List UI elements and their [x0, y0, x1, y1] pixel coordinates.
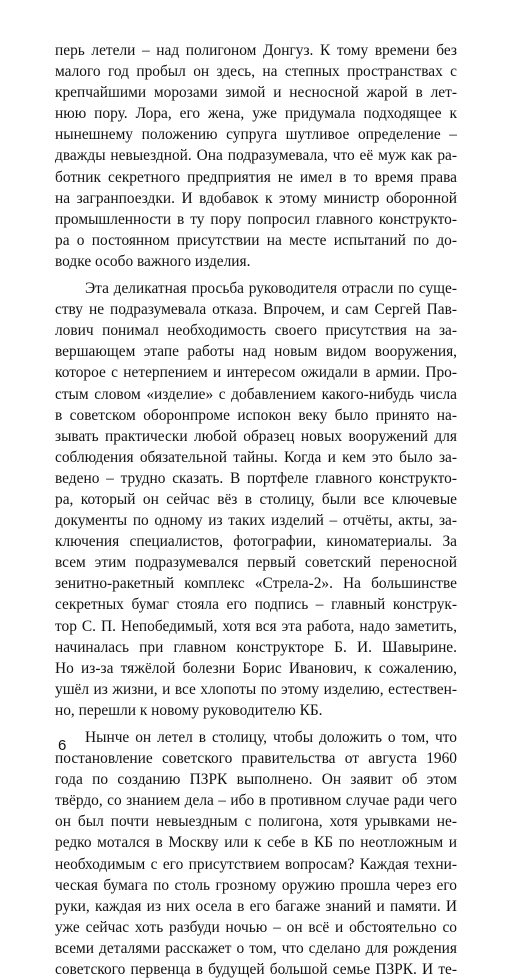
text-line: нынешнему положению супруга шутливое определение – — [55, 126, 457, 144]
text-line: ра о постоянном присутствии на месте испытаний по до- — [55, 231, 457, 249]
text-line: ческая бумага по столь грозному оружию прошла через его — [55, 876, 457, 894]
text-line: но, перешли к новому руководителю КБ. — [55, 701, 323, 719]
text-line: твёрдо, со знанием дела – ибо в противном случае ради чего — [55, 792, 457, 810]
text-line: в советском оборонпроме испокон веку было принято на- — [55, 406, 457, 424]
text-line: водке особо важного изделия. — [55, 252, 251, 270]
page-number: 6 — [58, 737, 67, 754]
text-line: секретных бумаг стояла его подпись – главный конструк- — [55, 596, 457, 614]
text-line: Нынче он летел в столицу, чтобы доложить о том, что — [85, 729, 457, 746]
text-line: ведено – трудно сказать. В портфеле главного конструкто- — [55, 469, 457, 487]
text-line: начиналась при главном конструкторе Б. И. Шавырине. — [55, 638, 457, 656]
text-line: советского первенца в будущей большой семье ПЗРК. И те- — [55, 961, 457, 979]
page-body — [55, 40, 457, 980]
text-line: редко мотался в Москву или к себе в КБ по неотложным и — [55, 834, 457, 852]
text-line: документы по одному из таких изделий – отчёты, акты, за- — [55, 512, 457, 530]
text-line: нюю пору. Лора, его жена, уже придумала подходящее к — [55, 105, 457, 123]
text-line: года по созданию ПЗРК выполнено. Он заявит об этом — [55, 771, 457, 789]
text-line: стым словом «изделие» с добавлением какого-нибудь числа — [55, 385, 457, 403]
paragraph-3 — [55, 727, 457, 980]
text-line: всеми деталями расскажет о том, что сделано для рождения — [55, 939, 457, 957]
text-line: руки, каждая из них осела в его багаже знаний и памяти. И — [55, 897, 457, 915]
text-line: перь летели – над полигоном Донгуз. К тому времени без — [55, 42, 457, 59]
text-line: постановление советского правительства от августа 1960 — [55, 750, 457, 768]
text-line: он был почти невыездным с полигона, хотя урывками не- — [55, 813, 457, 831]
text-line: зывать практически любой образец новых вооружений для — [55, 427, 457, 445]
text-line: ушёл из жизни, и все хлопоты по этому изделию, естествен- — [55, 680, 457, 698]
text-line: ключения специалистов, фотографии, киноматериалы. За — [55, 533, 457, 551]
text-line: зенитно-ракетный комплекс «Стрела-2». На большинстве — [55, 575, 457, 593]
text-line: всем этим подразумевался первый советский переносной — [55, 554, 457, 572]
text-line: ству не подразумевала отказа. Впрочем, и сам Сергей Пав- — [55, 301, 457, 319]
text-line: Эта деликатная просьба руководителя отрасли по суще- — [85, 280, 457, 298]
text-line: лович понимал необходимость своего присутствия на за- — [55, 322, 457, 340]
text-line: крепчайшими морозами зимой и несносной жарой в лет- — [55, 84, 457, 102]
paragraph-2 — [55, 278, 457, 721]
text-line: дважды невыездной. Она подразумевала, что её муж как ра- — [55, 147, 457, 165]
text-line: которое с нетерпением и интересом ожидали в армии. Про- — [55, 364, 457, 382]
text-line: уже сейчас хоть разбуди ночью – он всё и обстоятельно со — [55, 918, 457, 936]
text-line: на загранпоездки. И вдобавок к этому министр оборонной — [55, 189, 457, 207]
text-line: Но из-за тяжёлой болезни Борис Иванович, к сожалению, — [55, 659, 457, 677]
text-line: тор С. П. Непобедимый, хотя вся эта работа, надо заметить, — [55, 617, 457, 635]
text-line: соблюдения обязательной тайны. Когда и кем это было за- — [55, 448, 457, 466]
text-line: необходимым с его присутствием вопросам? Каждая техни- — [55, 855, 457, 873]
text-line: ботник секретного предприятия не имел в то время права — [55, 168, 457, 186]
text-line: вершающем этапе работы над новым видом вооружения, — [55, 343, 457, 361]
text-line: малого год пробыл он здесь, на степных пространствах с — [55, 63, 457, 81]
text-line: промышленности в ту пору попросил главного конструкто- — [55, 210, 457, 228]
paragraph-1 — [55, 40, 457, 272]
text-line: ра, который он сейчас вёз в столицу, были все ключевые — [55, 490, 457, 508]
